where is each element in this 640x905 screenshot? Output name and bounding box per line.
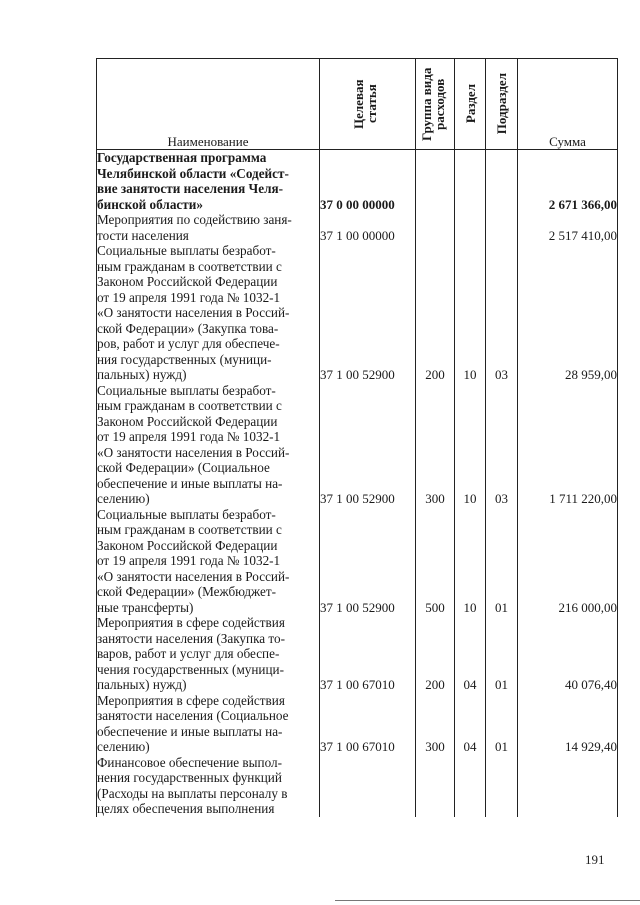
header-amount	[518, 59, 618, 150]
table-row	[97, 383, 618, 507]
row-target-code: 37 1 00 52900	[320, 383, 416, 507]
header-amount-label: Сумма	[549, 134, 586, 149]
row-name	[97, 693, 320, 755]
row-name	[97, 212, 320, 243]
row-expense-group: 200	[416, 615, 455, 693]
row-name	[97, 150, 320, 213]
row-target-code: 37 0 00 00000	[320, 150, 416, 213]
row-expense-group: 300	[416, 383, 455, 507]
header-group-label: Группа вида расходов	[419, 67, 447, 141]
row-name-line: ской Федерации» (Закупка това-	[97, 320, 279, 336]
header-subsection	[486, 59, 518, 150]
row-expense-group: 200	[416, 243, 455, 383]
row-name-line: бинской области»	[97, 196, 203, 212]
row-target-code: 37 1 00 52900	[320, 507, 416, 616]
row-expense-group	[416, 755, 455, 817]
row-section: 10	[455, 243, 486, 383]
table-row	[97, 755, 618, 817]
row-name-line: пальных) нужд)	[97, 677, 187, 692]
row-name-line: селению)	[97, 491, 150, 506]
row-name	[97, 615, 320, 693]
row-section	[455, 212, 486, 243]
row-name-line: Социальные выплаты безработ-	[97, 506, 276, 522]
table-row	[97, 212, 618, 243]
header-section	[455, 59, 486, 150]
row-name	[97, 383, 320, 507]
scan-edge-line	[335, 900, 640, 901]
header-section-label: Раздел	[462, 84, 478, 124]
row-name-line: (Расходы на выплаты персоналу в	[97, 785, 288, 801]
row-target-code	[320, 755, 416, 817]
budget-table	[96, 58, 618, 817]
row-name-line: обеспечение и иные выплаты на-	[97, 475, 283, 491]
row-name-line: чения государственных (муници-	[97, 661, 285, 677]
row-target-code: 37 1 00 52900	[320, 243, 416, 383]
row-name-line: пальных) нужд)	[97, 367, 187, 382]
row-subsection	[486, 755, 518, 817]
row-name-line: от 19 апреля 1991 года № 1032-1	[97, 289, 281, 305]
row-name-line: селению)	[97, 739, 150, 754]
row-name-line: вие занятости населения Челя-	[97, 181, 284, 196]
row-target-code: 37 1 00 00000	[320, 212, 416, 243]
row-name	[97, 507, 320, 616]
row-section: 10	[455, 507, 486, 616]
row-subsection: 01	[486, 615, 518, 693]
table-row	[97, 150, 618, 213]
row-name-line: Мероприятия в сфере содействия	[97, 615, 285, 630]
row-section	[455, 755, 486, 817]
page-number: 191	[585, 852, 605, 867]
row-section: 04	[455, 615, 486, 693]
row-name-line: тости населения	[97, 227, 189, 243]
header-name	[97, 59, 320, 150]
table-row	[97, 243, 618, 383]
table-row	[97, 507, 618, 616]
row-name-line: ные трансферты)	[97, 599, 194, 615]
row-name-line: ния государственных (муници-	[97, 351, 272, 367]
row-target-code: 37 1 00 67010	[320, 615, 416, 693]
row-subsection	[486, 150, 518, 213]
row-subsection: 03	[486, 383, 518, 507]
row-section: 10	[455, 383, 486, 507]
row-name-line: от 19 апреля 1991 года № 1032-1	[97, 429, 281, 444]
table-body	[97, 150, 618, 817]
row-name-line: нения государственных функций	[97, 770, 282, 785]
row-expense-group	[416, 212, 455, 243]
row-amount: 1 711 220,00	[518, 383, 618, 507]
header-target	[320, 59, 416, 150]
row-amount: 2 517 410,00	[518, 212, 618, 243]
row-expense-group: 300	[416, 693, 455, 755]
row-name-line: Законом Российской Федерации	[97, 537, 278, 553]
row-expense-group: 500	[416, 507, 455, 616]
row-section	[455, 150, 486, 213]
row-name-line: Финансовое обеспечение выпол-	[97, 754, 282, 770]
row-name-line: ской Федерации» (Межбюджет-	[97, 584, 276, 599]
row-amount: 216 000,00	[518, 507, 618, 616]
row-name	[97, 755, 320, 817]
row-name-line: ным гражданам в соответствии с	[97, 522, 282, 537]
row-name-line: целях обеспечения выполнения	[97, 801, 275, 816]
row-name-line: «О занятости населения в Россий-	[97, 444, 290, 460]
row-name-line: Законом Российской Федерации	[97, 274, 278, 289]
row-name-line: «О занятости населения в Россий-	[97, 305, 290, 320]
header-target-label: Целевая статья	[350, 79, 379, 129]
row-name-line: Социальные выплаты безработ-	[97, 243, 276, 258]
header-group	[416, 59, 455, 150]
row-subsection: 01	[486, 507, 518, 616]
row-amount: 14 929,40	[518, 693, 618, 755]
row-name	[97, 243, 320, 383]
table-header-row	[97, 59, 618, 150]
row-name-line: от 19 апреля 1991 года № 1032-1	[97, 553, 281, 568]
row-name-line: Мероприятия в сфере содействия	[97, 692, 285, 708]
row-name-line: занятости населения (Закупка то-	[97, 630, 286, 646]
row-name-line: ным гражданам в соответствии с	[97, 398, 282, 413]
row-name-line: Законом Российской Федерации	[97, 413, 278, 429]
header-name-label: Наименование	[167, 134, 249, 149]
row-name-line: Мероприятия по содействию заня-	[97, 212, 292, 227]
row-name-line: ров, работ и услуг для обеспече-	[97, 336, 280, 351]
row-expense-group	[416, 150, 455, 213]
row-name-line: Государственная программа	[97, 150, 267, 165]
row-name-line: варов, работ и услуг для обеспе-	[97, 646, 280, 661]
row-name-line: Челябинской области «Содейст-	[97, 165, 289, 181]
row-name-line: «О занятости населения в Россий-	[97, 568, 290, 584]
table-row	[97, 615, 618, 693]
header-subsection-label: Подраздел	[494, 73, 509, 135]
row-target-code: 37 1 00 67010	[320, 693, 416, 755]
table-row	[97, 693, 618, 755]
row-name-line: ным гражданам в соответствии с	[97, 258, 282, 274]
row-section: 04	[455, 693, 486, 755]
row-amount: 40 076,40	[518, 615, 618, 693]
row-amount: 2 671 366,00	[518, 150, 618, 213]
row-name-line: Социальные выплаты безработ-	[97, 382, 276, 398]
row-amount	[518, 755, 618, 817]
row-name-line: ской Федерации» (Социальное	[97, 460, 270, 475]
row-amount: 28 959,00	[518, 243, 618, 383]
row-subsection	[486, 212, 518, 243]
row-subsection: 03	[486, 243, 518, 383]
row-name-line: обеспечение и иные выплаты на-	[97, 723, 283, 739]
row-name-line: занятости населения (Социальное	[97, 708, 289, 723]
row-subsection: 01	[486, 693, 518, 755]
